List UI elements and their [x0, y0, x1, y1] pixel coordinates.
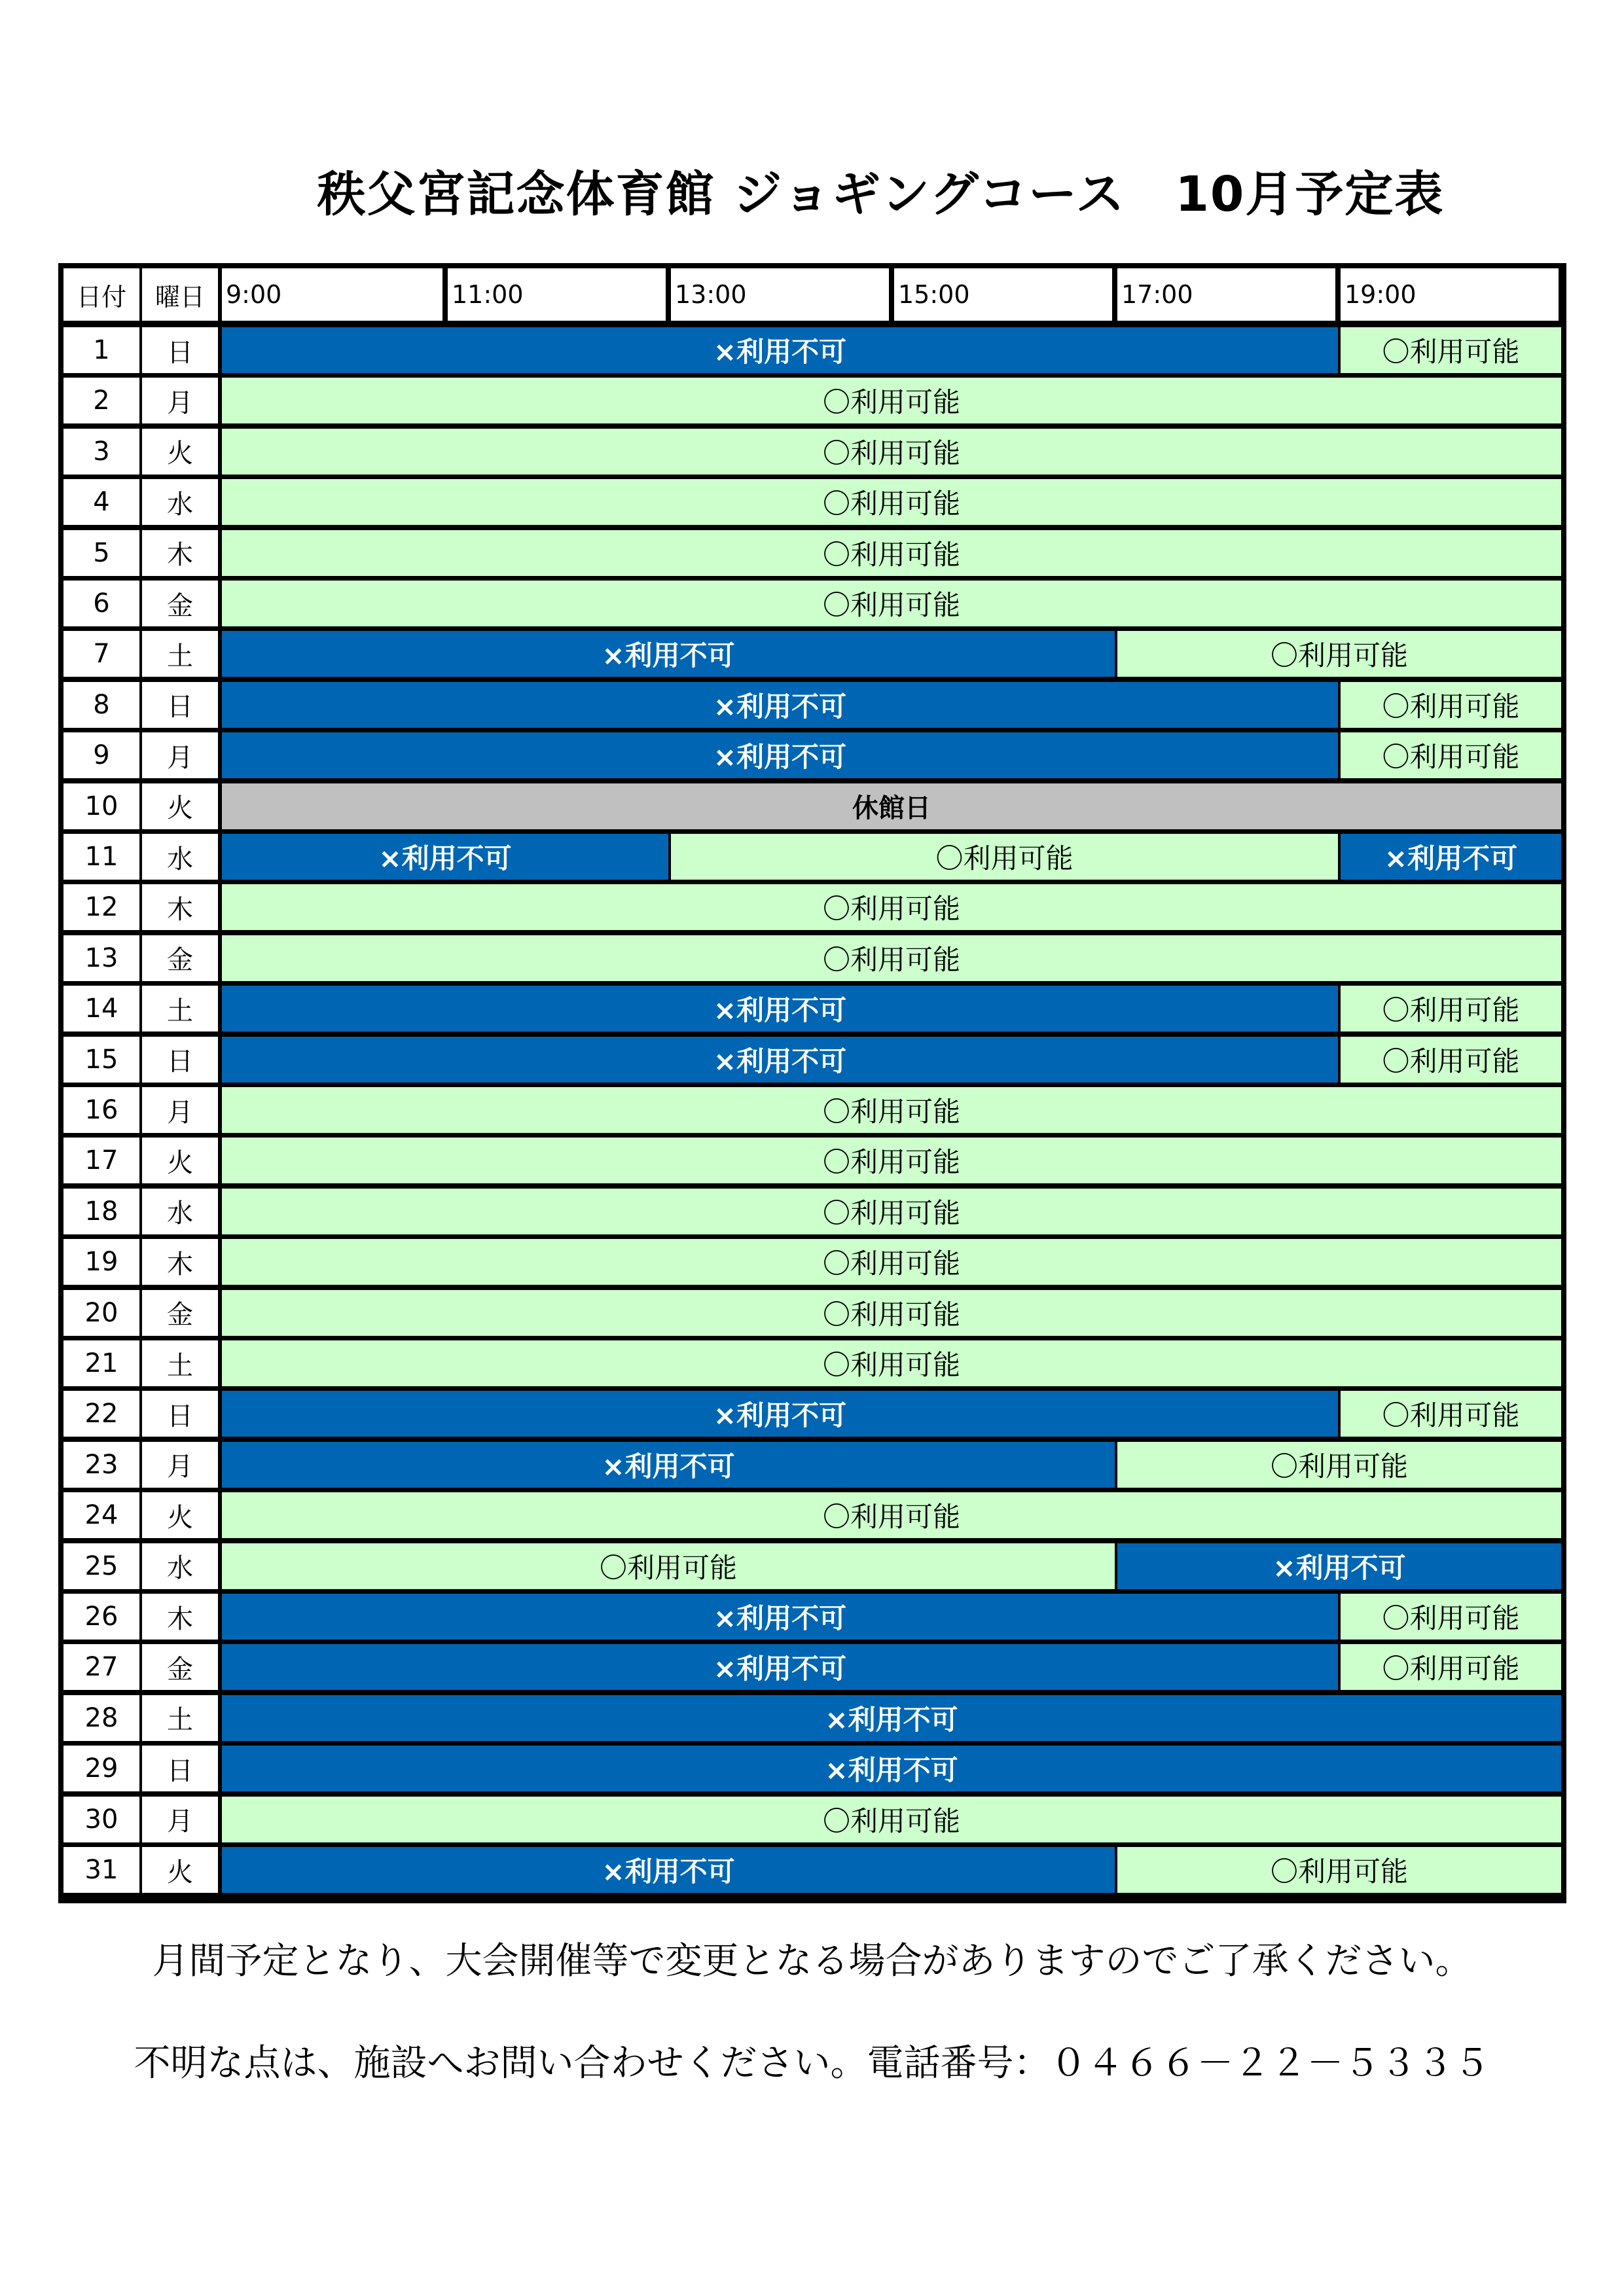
slot-available: 〇利用可能 [1341, 1037, 1561, 1083]
weekday: 火 [142, 783, 218, 829]
slot-available: 〇利用可能 [1341, 327, 1561, 373]
slot-unavailable: ×利用不可 [222, 986, 1338, 1031]
day-number: 9 [63, 732, 139, 778]
day-number: 7 [63, 631, 139, 677]
weekday: 日 [142, 1037, 218, 1083]
weekday: 日 [142, 682, 218, 728]
weekday: 水 [142, 479, 218, 525]
weekday: 金 [142, 935, 218, 981]
day-number: 14 [63, 986, 139, 1031]
day-number: 17 [63, 1138, 139, 1183]
slot-unavailable: ×利用不可 [222, 1594, 1338, 1640]
slot-available: 〇利用可能 [222, 429, 1561, 475]
day-number: 24 [63, 1492, 139, 1538]
weekday: 月 [142, 732, 218, 778]
day-number: 13 [63, 935, 139, 981]
weekday: 日 [142, 327, 218, 373]
weekday: 水 [142, 1543, 218, 1589]
weekday: 金 [142, 1644, 218, 1690]
slot-available: 〇利用可能 [222, 1797, 1561, 1842]
slot-available: 〇利用可能 [1341, 1391, 1561, 1437]
weekday: 水 [142, 1189, 218, 1234]
slot-available: 〇利用可能 [671, 834, 1338, 880]
schedule-table [58, 263, 1566, 1903]
weekday: 木 [142, 1594, 218, 1640]
day-number: 30 [63, 1797, 139, 1842]
day-number: 25 [63, 1543, 139, 1589]
weekday: 木 [142, 530, 218, 576]
day-number: 4 [63, 479, 139, 525]
slot-available: 〇利用可能 [222, 1492, 1561, 1538]
slot-unavailable: ×利用不可 [222, 631, 1115, 677]
notice-text: 月間予定となり、大会開催等で変更となる場合がありますのでご了承ください。 [152, 1940, 1472, 1982]
slot-available: 〇利用可能 [222, 530, 1561, 576]
weekday: 土 [142, 1695, 218, 1741]
day-number: 10 [63, 783, 139, 829]
day-number: 8 [63, 682, 139, 728]
day-number: 20 [63, 1290, 139, 1336]
slot-unavailable: ×利用不可 [222, 1442, 1115, 1488]
header-weekday: 曜日 [142, 268, 218, 321]
slot-closed: 休館日 [222, 783, 1561, 829]
day-number: 1 [63, 327, 139, 373]
weekday: 木 [142, 1239, 218, 1285]
weekday: 月 [142, 1442, 218, 1488]
header-time-1700: 17:00 [1117, 268, 1335, 321]
weekday: 日 [142, 1746, 218, 1791]
slot-available: 〇利用可能 [222, 1138, 1561, 1183]
weekday: 火 [142, 429, 218, 475]
weekday: 木 [142, 884, 218, 930]
slot-available: 〇利用可能 [1341, 1644, 1561, 1690]
slot-available: 〇利用可能 [1117, 631, 1561, 677]
slot-available: 〇利用可能 [222, 884, 1561, 930]
weekday: 日 [142, 1391, 218, 1437]
header-time-1500: 15:00 [894, 268, 1112, 321]
day-number: 2 [63, 378, 139, 423]
slot-unavailable: ×利用不可 [222, 1695, 1561, 1741]
slot-available: 〇利用可能 [222, 1290, 1561, 1336]
weekday: 水 [142, 834, 218, 880]
day-number: 26 [63, 1594, 139, 1640]
day-number: 28 [63, 1695, 139, 1741]
slot-available: 〇利用可能 [1341, 682, 1561, 728]
day-number: 18 [63, 1189, 139, 1234]
weekday: 金 [142, 581, 218, 626]
day-number: 16 [63, 1087, 139, 1133]
weekday: 土 [142, 631, 218, 677]
slot-available: 〇利用可能 [1117, 1847, 1561, 1893]
day-number: 11 [63, 834, 139, 880]
header-time-1100: 11:00 [448, 268, 666, 321]
day-number: 3 [63, 429, 139, 475]
weekday: 火 [142, 1847, 218, 1893]
day-number: 5 [63, 530, 139, 576]
day-number: 15 [63, 1037, 139, 1083]
day-number: 31 [63, 1847, 139, 1893]
slot-unavailable: ×利用不可 [222, 327, 1338, 373]
weekday: 土 [142, 986, 218, 1031]
day-number: 21 [63, 1340, 139, 1386]
slot-available: 〇利用可能 [222, 1340, 1561, 1386]
day-number: 29 [63, 1746, 139, 1791]
slot-available: 〇利用可能 [222, 581, 1561, 626]
slot-available: 〇利用可能 [222, 1543, 1115, 1589]
weekday: 火 [142, 1138, 218, 1183]
slot-available: 〇利用可能 [1341, 1594, 1561, 1640]
slot-available: 〇利用可能 [1341, 986, 1561, 1031]
slot-available: 〇利用可能 [222, 935, 1561, 981]
header-date: 日付 [63, 268, 139, 321]
slot-unavailable: ×利用不可 [222, 1847, 1115, 1893]
slot-unavailable: ×利用不可 [1117, 1543, 1561, 1589]
day-number: 6 [63, 581, 139, 626]
slot-available: 〇利用可能 [222, 1239, 1561, 1285]
day-number: 22 [63, 1391, 139, 1437]
weekday: 土 [142, 1340, 218, 1386]
slot-unavailable: ×利用不可 [222, 1391, 1338, 1437]
day-number: 23 [63, 1442, 139, 1488]
weekday: 金 [142, 1290, 218, 1336]
header-time-1300: 13:00 [671, 268, 889, 321]
weekday: 月 [142, 1797, 218, 1842]
contact-text: 不明な点は、施設へお問い合わせください。電話番号：０４６６－２２－５３３５ [134, 2042, 1490, 2085]
weekday: 火 [142, 1492, 218, 1538]
slot-unavailable: ×利用不可 [1341, 834, 1561, 880]
slot-unavailable: ×利用不可 [222, 732, 1338, 778]
day-number: 12 [63, 884, 139, 930]
slot-available: 〇利用可能 [222, 1189, 1561, 1234]
slot-available: 〇利用可能 [222, 479, 1561, 525]
slot-unavailable: ×利用不可 [222, 1644, 1338, 1690]
day-number: 27 [63, 1644, 139, 1690]
weekday: 月 [142, 1087, 218, 1133]
page-title: 秩父宮記念体育館 ジョギングコース 10月予定表 [317, 166, 1445, 223]
slot-unavailable: ×利用不可 [222, 834, 668, 880]
header-time-900: 9:00 [222, 268, 442, 321]
slot-unavailable: ×利用不可 [222, 1037, 1338, 1083]
slot-unavailable: ×利用不可 [222, 1746, 1561, 1791]
day-number: 19 [63, 1239, 139, 1285]
slot-available: 〇利用可能 [222, 378, 1561, 423]
weekday: 月 [142, 378, 218, 423]
header-time-1900: 19:00 [1341, 268, 1559, 321]
slot-unavailable: ×利用不可 [222, 682, 1338, 728]
slot-available: 〇利用可能 [1117, 1442, 1561, 1488]
slot-available: 〇利用可能 [222, 1087, 1561, 1133]
slot-available: 〇利用可能 [1341, 732, 1561, 778]
